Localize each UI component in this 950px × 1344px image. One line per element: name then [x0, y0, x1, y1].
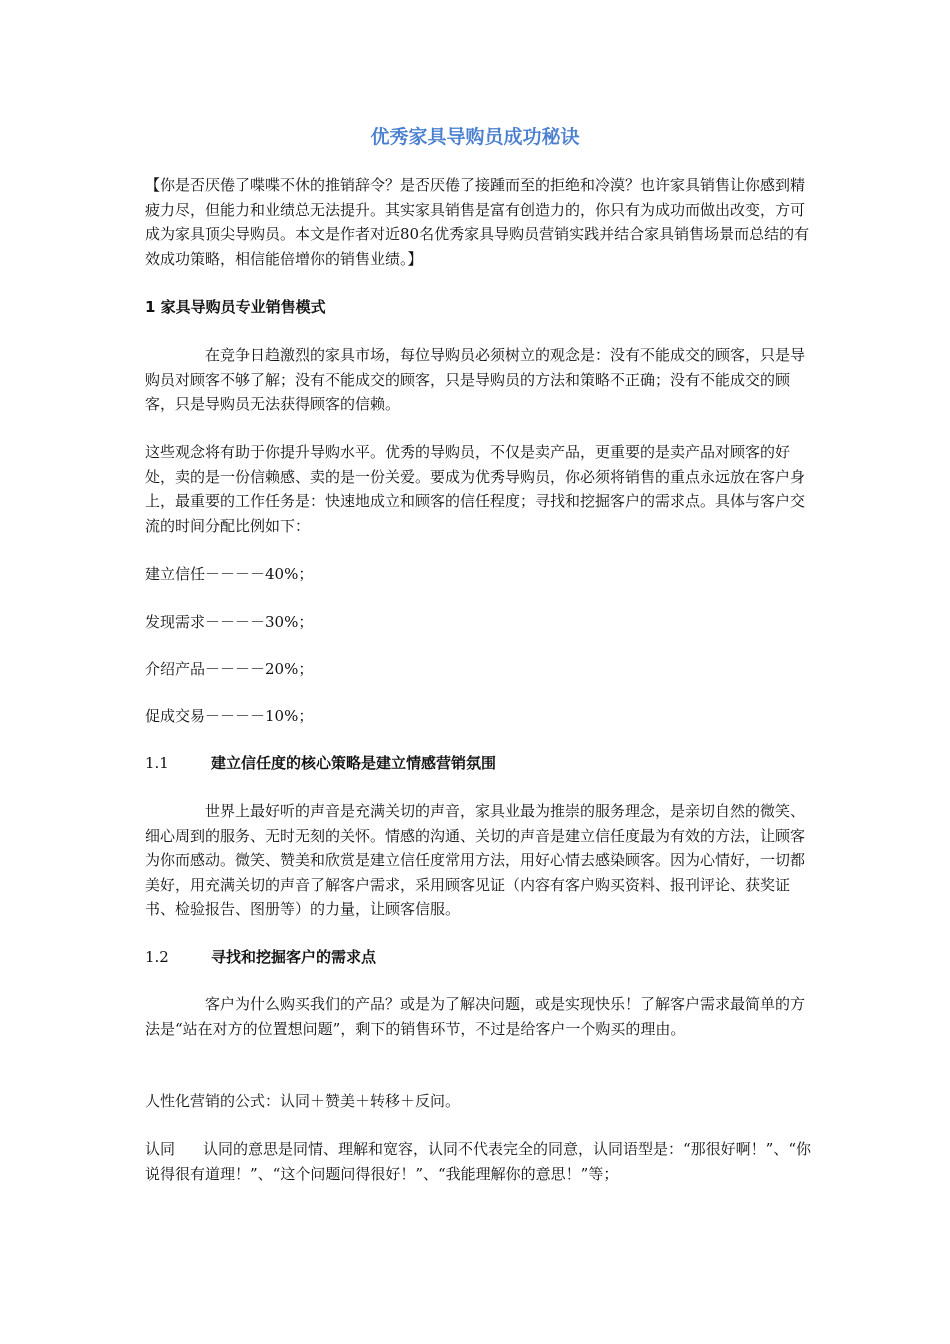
paragraph-5: 人性化营销的公式：认同＋赞美＋转移＋反问。 — [145, 1092, 461, 1110]
paragraph-2: 这些观念将有助于你提升导购水平。优秀的导购员，不仅是卖产品，更重要的是卖产品对顾客的好处，卖的是一份信赖感、卖的是一份关爱。要成为优秀导购员，你必须将销售的重点永远放在客户身上，最重要的工作任务是：快速地成立和顾客的信任程度；寻找和挖掘客户的需求点。具体与客户交流的时间分配比例如下： — [145, 443, 806, 535]
paragraph-3: 世界上最好听的声音是充满关切的声音，家具业最为推崇的服务理念，是亲切自然的微笑、细心周到的服务、无时无刻的关怀。情感的沟通、关切的声音是建立信任度最为有效的方法，让顾客为你而感动。微笑、赞美和欣赏是建立信任度常用方法，用好心情去感染顾客。因为心情好，一切都美好，用充满关切的声音了解客户需求，采用顾客见证（内容有客户购买资料、报刊评论、获奖证书、检验报告、图册等）的力量，让顾客信服。 — [145, 802, 806, 918]
paragraph-6 — [145, 1137, 815, 1186]
section-number: 1.1 — [145, 754, 169, 772]
time-allocation-item: 介绍产品－－－－20%； — [145, 660, 314, 678]
section-number: 1.2 — [145, 948, 169, 966]
section-1-1-heading — [145, 751, 815, 775]
paragraph-1: 在竞争日趋激烈的家具市场，每位导购员必须树立的观念是：没有不能成交的顾客，只是导购员对顾客不够了解；没有不能成交的顾客，只是导购员的方法和策略不正确；没有不能成交的顾客，只是导购员无法获得顾客的信赖。 — [145, 346, 806, 413]
section-title: 建立信任度的核心策略是建立情感营销氛围 — [211, 754, 497, 772]
section-1-heading: 1 家具导购员专业销售模式 — [145, 298, 326, 316]
term-definition: 认同的意思是同情、理解和宽容，认同不代表完全的同意，认同语型是：“那很好啊！”、“你说得很有道理！”、“这个问题问得很好！”、“我能理解你的意思！”等； — [145, 1140, 812, 1183]
time-allocation-item: 建立信任－－－－40%； — [145, 565, 314, 583]
intro-paragraph: 【你是否厌倦了喋喋不休的推销辞令？是否厌倦了接踵而至的拒绝和冷漠？也许家具销售让你感到精疲力尽，但能力和业绩总无法提升。其实家具销售是富有创造力的，你只有为成功而做出改变，方可成为家具顶尖导购员。本文是作者对近80名优秀家具导购员营销实践并结合家具销售场景而总结的有效成功策略，相信能倍增你的销售业绩。】 — [145, 176, 810, 268]
document-title: 优秀家具导购员成功秘诀 — [370, 126, 580, 148]
time-allocation-item: 发现需求－－－－30%； — [145, 613, 314, 631]
section-1-2-heading — [145, 945, 815, 969]
paragraph-4: 客户为什么购买我们的产品？或是为了解决问题，或是实现快乐！了解客户需求最简单的方法是“站在对方的位置想问题”，剩下的销售环节，不过是给客户一个购买的理由。 — [145, 995, 806, 1038]
section-title: 寻找和挖掘客户的需求点 — [211, 948, 377, 966]
term-label: 认同 — [145, 1140, 176, 1158]
time-allocation-item: 促成交易－－－－10%； — [145, 707, 314, 725]
